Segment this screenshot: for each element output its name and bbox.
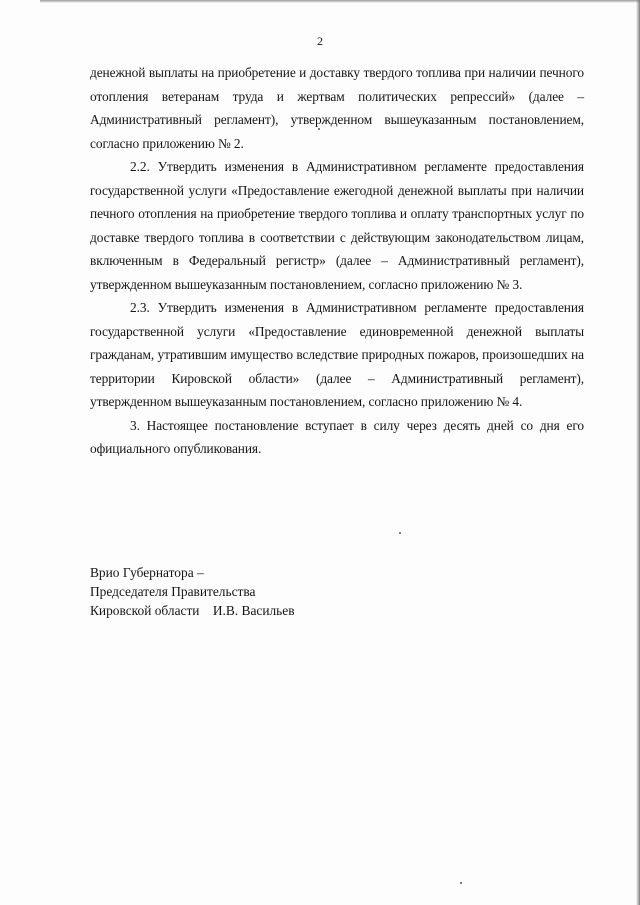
scan-edge-right: [636, 0, 640, 905]
paragraph-2-2: 2.2. Утвердить изменения в Административном регламенте предоставления государственной услуги «Предоставление ежегодной денежной выплаты при наличии печного отопления на приобретение твердого топлива и оплату транспортных услуг по доставке твердого топлива в соответствии с действующим законодательством лицам, включенным в Федеральный регистр» (далее – Административный регламент), утвержденном вышеуказанным постановлением, согласно приложению № 3.: [90, 159, 584, 292]
page-number: 2: [317, 34, 323, 48]
paragraph-2-3: 2.3. Утвердить изменения в Административном регламенте предоставления государственной услуги «Предоставление единовременной денежной выплаты гражданам, утратившим имущество вследствие природных пожаров, произошедших на территории Кировской области» (далее – Административный регламент), утвержденном вышеуказанным постановлением, согласно приложению № 4.: [90, 300, 584, 409]
paragraph-3: 3. Настоящее постановление вступает в силу через десять дней со дня его официального опубликования.: [90, 417, 584, 456]
scan-speck: [460, 882, 462, 884]
signature-title-line2: Председателя Правительства: [90, 584, 256, 599]
signature-title-line1: Врио Губернатора –: [90, 565, 204, 580]
signature-block: [90, 563, 295, 620]
signature-title-line3: Кировской области И.В. Васильев: [90, 603, 295, 618]
scan-speck: [318, 128, 320, 130]
document-body: [90, 61, 584, 461]
paragraph-continuation: денежной выплаты на приобретение и доставку твердого топлива при наличии печного отопления ветеранам труда и жертвам политических репрессий» (далее – Административный регламент), утвержденном вышеуказанным постановлением, согласно приложению № 2.: [90, 65, 584, 151]
scan-speck: [399, 532, 401, 534]
scan-edge-top: [40, 0, 640, 3]
